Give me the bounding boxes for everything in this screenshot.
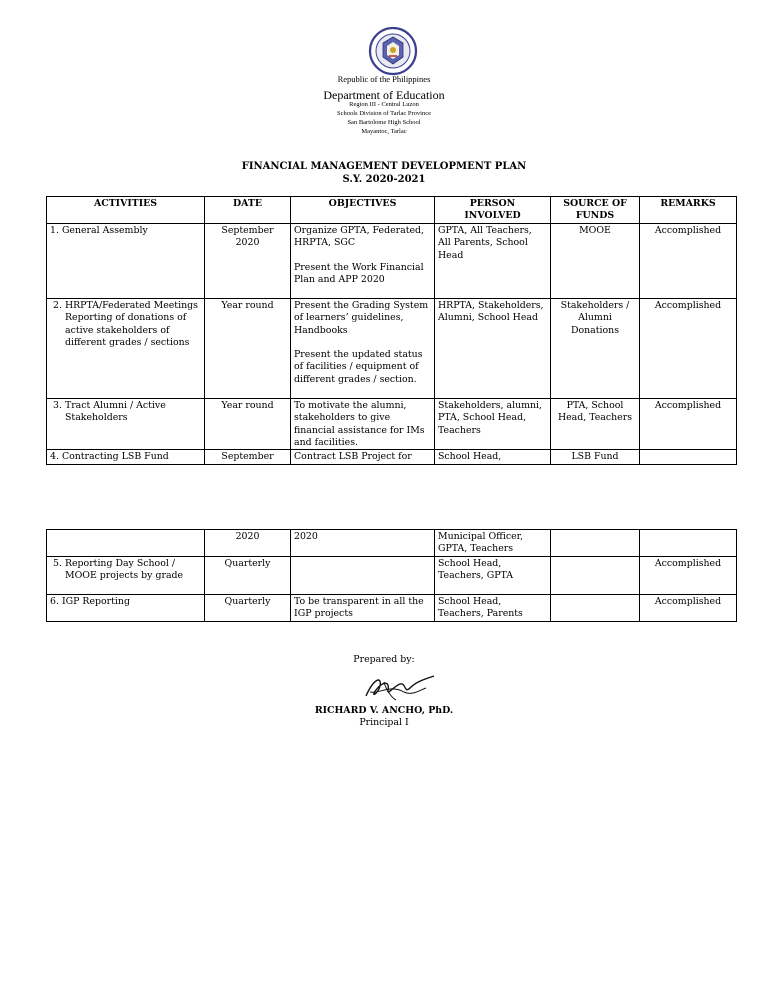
division-line: Schools Division of Tarlac Province: [336, 110, 432, 117]
objective-cell: Contract LSB Project for: [291, 450, 435, 464]
objective-cell: To motivate the alumni, stakeholders to give financial assistance for IMs and facilities.: [291, 398, 435, 450]
date-cell: Year round: [205, 398, 291, 450]
objective-cell: To be transparent in all the IGP projects: [291, 594, 435, 621]
source-cell: Stakeholders / Alumni Donations: [551, 298, 640, 398]
region-line: Region III - Central Luzon: [349, 101, 419, 108]
header-date: DATE: [205, 197, 291, 224]
activity-cell: [47, 530, 205, 557]
objective-cell: 2020: [291, 530, 435, 557]
source-cell: LSB Fund: [551, 450, 640, 464]
school-line: San Bartolome High School: [347, 119, 421, 126]
person-cell: HRPTA, Stakeholders, Alumni, School Head: [435, 298, 551, 398]
signature-image: [360, 672, 440, 706]
table-row: [47, 398, 737, 450]
activity-cell: 6. IGP Reporting: [47, 594, 205, 621]
person-cell: School Head, Teachers, GPTA: [435, 556, 551, 594]
plan-table-continued: [46, 529, 737, 622]
header-objectives: OBJECTIVES: [291, 197, 435, 224]
person-cell: Stakeholders, alumni, PTA, School Head, Teachers: [435, 398, 551, 450]
activity-cell: 1. General Assembly: [47, 223, 205, 298]
remarks-cell: Accomplished: [640, 556, 737, 594]
table-header-row: [47, 197, 737, 224]
remarks-cell: [640, 450, 737, 464]
remarks-cell: Accomplished: [640, 298, 737, 398]
document-title: FINANCIAL MANAGEMENT DEVELOPMENT PLAN: [241, 161, 527, 172]
date-cell: 2020: [205, 530, 291, 557]
source-cell: [551, 530, 640, 557]
prepared-by-label: Prepared by:: [353, 654, 415, 665]
school-year: S.Y. 2020-2021: [342, 174, 426, 185]
header-activities: ACTIVITIES: [47, 197, 205, 224]
table-row: [47, 556, 737, 594]
header-person-involved: PERSON INVOLVED: [435, 197, 551, 224]
remarks-cell: Accomplished: [640, 223, 737, 298]
table-row: [47, 594, 737, 621]
person-cell: Municipal Officer, GPTA, Teachers: [435, 530, 551, 557]
header-remarks: REMARKS: [640, 197, 737, 224]
objective-cell: [291, 556, 435, 594]
activity-cell: 5. Reporting Day School / MOOE projects by grade: [47, 556, 205, 594]
plan-table: [46, 196, 737, 465]
table-row: [47, 530, 737, 557]
person-cell: School Head,: [435, 450, 551, 464]
remarks-cell: Accomplished: [640, 594, 737, 621]
table-row: [47, 450, 737, 464]
remarks-cell: [640, 530, 737, 557]
activity-cell: 2. HRPTA/Federated Meetings Reporting of donations of active stakeholders of different grades / sections: [47, 298, 205, 398]
header-source-of-funds: SOURCE OF FUNDS: [551, 197, 640, 224]
date-cell: Quarterly: [205, 594, 291, 621]
date-cell: Year round: [205, 298, 291, 398]
source-cell: PTA, School Head, Teachers: [551, 398, 640, 450]
republic-line: Republic of the Philippines: [337, 74, 431, 84]
deped-seal: [368, 26, 418, 76]
activity-cell: 4. Contracting LSB Fund: [47, 450, 205, 464]
source-cell: [551, 556, 640, 594]
table-row: [47, 223, 737, 298]
signatory-name: RICHARD V. ANCHO, PhD.: [314, 705, 454, 716]
address-line: Mayantoc, Tarlac: [361, 128, 407, 135]
department-line: Department of Education: [323, 88, 445, 102]
objective-cell: Organize GPTA, Federated, HRPTA, SGC Present the Work Financial Plan and APP 2020: [291, 223, 435, 298]
date-cell: September: [205, 450, 291, 464]
date-cell: September 2020: [205, 223, 291, 298]
person-cell: GPTA, All Teachers, All Parents, School Head: [435, 223, 551, 298]
table-row: [47, 298, 737, 398]
activity-cell: 3. Tract Alumni / Active Stakeholders: [47, 398, 205, 450]
objective-cell: Present the Grading System of learners’ guidelines, Handbooks Present the updated status of facilities / equipment of different grades / section.: [291, 298, 435, 398]
signatory-position: Principal I: [359, 717, 409, 728]
date-cell: Quarterly: [205, 556, 291, 594]
person-cell: School Head, Teachers, Parents: [435, 594, 551, 621]
remarks-cell: Accomplished: [640, 398, 737, 450]
source-cell: MOOE: [551, 223, 640, 298]
source-cell: [551, 594, 640, 621]
